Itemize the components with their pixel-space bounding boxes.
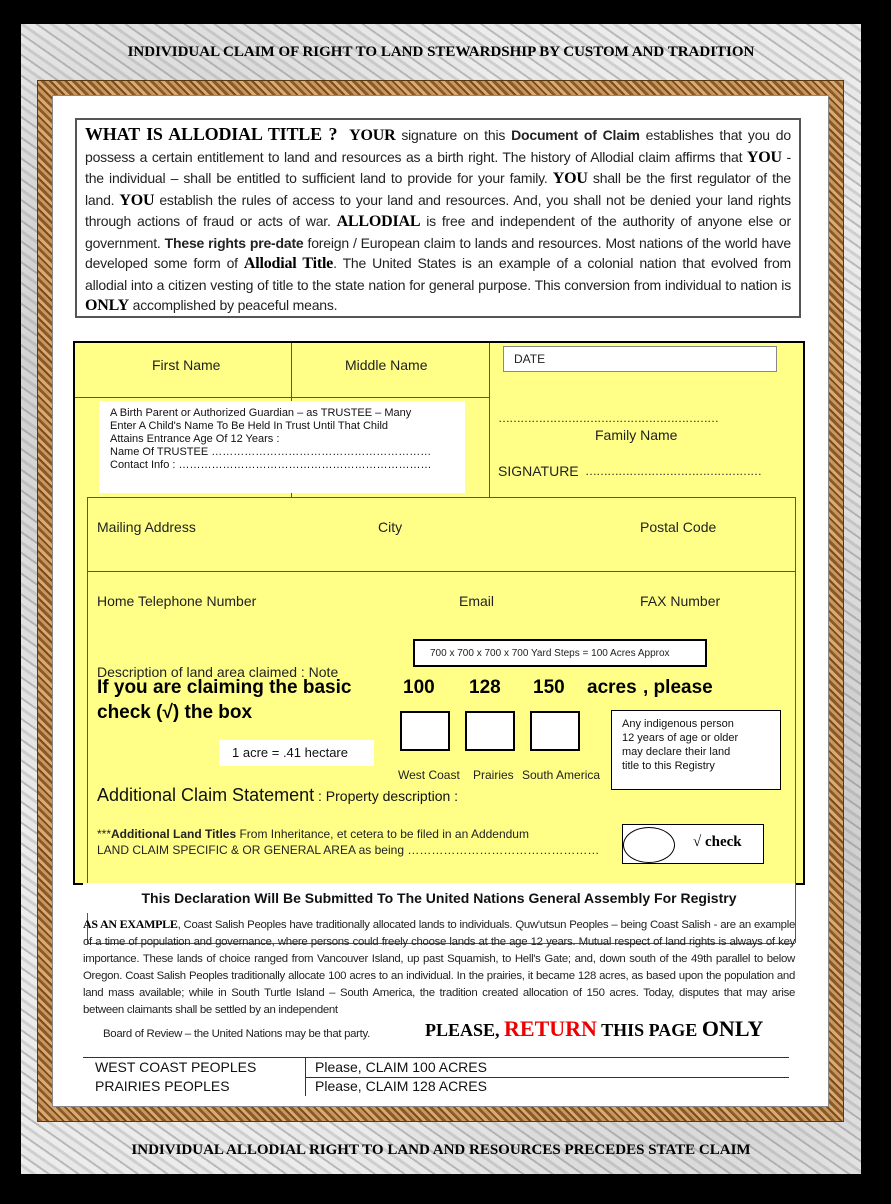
signature-label: SIGNATURE [498,463,579,479]
intro-text: signature on this [395,127,512,143]
trustee-line: Attains Entrance Age Of 12 Years : [110,433,280,445]
check-circle[interactable] [623,827,675,863]
table-row [83,1058,789,1077]
city-label: City [378,519,403,535]
return-page-note [425,1016,763,1042]
fax-label: FAX Number [640,593,721,609]
indigenous-note-box [611,710,781,790]
divider [795,497,796,943]
intro-text: is free and independent of the authority of anyone else or government. [85,213,791,251]
allodial-intro [75,118,801,318]
trustee-box [99,401,465,493]
intro-heading: WHAT IS ALLODIAL TITLE ? [85,124,338,144]
return-word: RETURN [504,1016,597,1041]
return-this-page: THIS PAGE [596,1020,702,1040]
declaration-banner: This Declaration Will Be Submitted To The United Nations General Assembly For Registry [83,883,795,913]
family-name-label: Family Name [595,427,678,443]
indigenous-line: may declare their land [622,746,731,758]
example-lead: AS AN EXAMPLE [83,917,178,931]
intro-predate: These rights pre-date [164,234,304,251]
example-paragraph [83,916,795,1018]
check-box-area[interactable] [622,824,764,864]
south-america-checkbox[interactable] [530,711,580,751]
divider [87,497,795,498]
middle-name-label: Middle Name [345,357,428,373]
intro-you: YOU [119,191,155,209]
postal-code-label: Postal Code [640,519,717,535]
document-sheet [52,95,829,1107]
trustee-line: A Birth Parent or Authorized Guardian – as TRUSTEE – Many [110,407,412,419]
family-name-line[interactable]: …………………………………………………… [498,411,718,425]
titles-stars: *** [97,827,112,841]
property-description-label: : Property description : [314,788,459,804]
intro-text: shall be the first regulator of the land. [85,170,791,208]
trustee-line: Enter A Child's Name To Be Held In Trust Until That Child [110,420,389,432]
signature-line[interactable]: ………………………………………… [585,464,761,478]
claim-form [73,341,805,885]
intro-allodial-title: Allodial Title [243,255,334,272]
acres-word: acres [587,677,637,698]
intro-text: foreign / European claim to lands and resources. Most nations of the world have developed some form of [85,234,792,271]
description-note: Description of land area claimed : Note [97,664,339,680]
date-field[interactable] [503,346,777,372]
titles-text: From Inheritance, et cetera to be filed in an Addendum [236,827,529,841]
intro-your: YOUR [349,127,396,144]
claim-instruction [97,677,713,699]
check-label: √ check [693,834,742,850]
indigenous-line: Any indigenous person [622,718,734,730]
home-phone-label: Home Telephone Number [97,593,257,609]
intro-you: YOU [552,170,588,187]
intro-you: YOU [746,148,782,166]
south-america-label: South America [522,768,601,782]
divider [489,343,490,497]
claim-cell: Please, CLAIM 100 ACRES [315,1059,487,1075]
west-coast-checkbox[interactable] [400,711,450,751]
indigenous-note [622,717,772,773]
page-footer-title: INDIVIDUAL ALLODIAL RIGHT TO LAND AND RESOURCES PRECEDES STATE CLAIM [131,1142,751,1158]
marble-frame [21,24,861,1174]
hectare-text: 1 acre = .41 hectare [232,745,348,760]
divider [87,497,88,943]
additional-claim-title: Additional Claim Statement [97,785,315,805]
additional-claim-label [97,785,458,806]
additional-titles-note [97,827,529,841]
prairies-label: Prairies [473,768,514,782]
west-coast-label: West Coast [398,768,460,782]
first-name-label: First Name [152,357,221,373]
indigenous-line: 12 years of age or older [622,732,739,744]
divider [75,397,489,398]
trustee-name-field[interactable]: Name Of TRUSTEE …………………………………………………… [110,446,432,458]
intro-only: ONLY [85,297,129,314]
table-row [83,1077,789,1096]
region-cell: WEST COAST PEOPLES [95,1059,257,1075]
return-only: ONLY [701,1016,764,1041]
intro-allodial: ALLODIAL [336,213,421,230]
prairies-checkbox[interactable] [465,711,515,751]
intro-text: establish the rules of access to your land and resources. And, you shall not be denied your land rights through actions of fraud or acts of war. [85,191,791,229]
claim-text: , please [643,677,713,698]
trustee-note [110,407,431,472]
acres-100: 100 [403,677,435,698]
intro-text: . The United States is an example of a colonial nation that evolved from allodial into a citizen vesting of title to the state nation for general purpose. This conversion from individual to nation is [85,255,792,293]
trustee-contact-field[interactable]: Contact Info : …………………………………………………………… [110,459,432,471]
check-box-instruction: check (√) the box [97,702,253,723]
claim-table [83,1058,789,1096]
divider [87,571,795,572]
hectare-box [219,740,374,766]
claim-cell: Please, CLAIM 128 ACRES [315,1078,487,1094]
yard-steps-box [413,639,707,667]
claim-text: If you are claiming the basic [97,677,352,698]
titles-bold: Additional Land Titles [111,827,237,841]
date-label: DATE [514,352,546,366]
wood-border [37,80,844,1122]
land-claim-specific-field[interactable]: LAND CLAIM SPECIFIC & OR GENERAL AREA as being ………………………………………… [97,843,600,857]
indigenous-line: title to this Registry [622,760,715,772]
email-label: Email [459,593,495,609]
mailing-address-label: Mailing Address [97,519,196,535]
intro-doc-claim: Document of Claim [511,127,640,143]
example-body: , Coast Salish Peoples have traditionally allocated lands to individuals. Quw'utsun Peoples – being Coast Salish - are an example of a time of population and governance, where persons could freely choose lands at the age 12 years. Mutual respect of land rights is always of key importance. These lands of choice ranged from Vancouver Island, up past Squamish, to Hell's Gate; and, down south of the 49th parallel to below Oregon. Coast Salish Peoples traditionally allocate 100 acres to an individual. In the prairies, it became 128 acres, as based upon the population and land mass available; while in South Turtle Island – South America, the tradition created allocation of 150 acres. Today, disputes that may arise between claimants shall be settled by an independent [83,919,795,1016]
example-last-line: Board of Review – the United Nations may be that party. [103,1028,370,1040]
intro-text: - the individual – shall be entitled to sufficient land to provide for your family. [85,148,791,186]
acres-128: 128 [469,677,501,698]
return-please: PLEASE, [425,1020,505,1040]
region-cell: PRAIRIES PEOPLES [95,1078,230,1094]
intro-text: establishes that you do possess a certain entitlement to land and resources as a birth right. The history of Allodial claim affirms that [85,127,791,165]
page-header-title: INDIVIDUAL CLAIM OF RIGHT TO LAND STEWARDSHIP BY CUSTOM AND TRADITION [127,44,755,60]
acres-150: 150 [533,677,565,698]
intro-text: accomplished by peaceful means. [128,297,338,313]
yard-steps-text: 700 x 700 x 700 x 700 Yard Steps = 100 Acres Approx [430,648,670,659]
